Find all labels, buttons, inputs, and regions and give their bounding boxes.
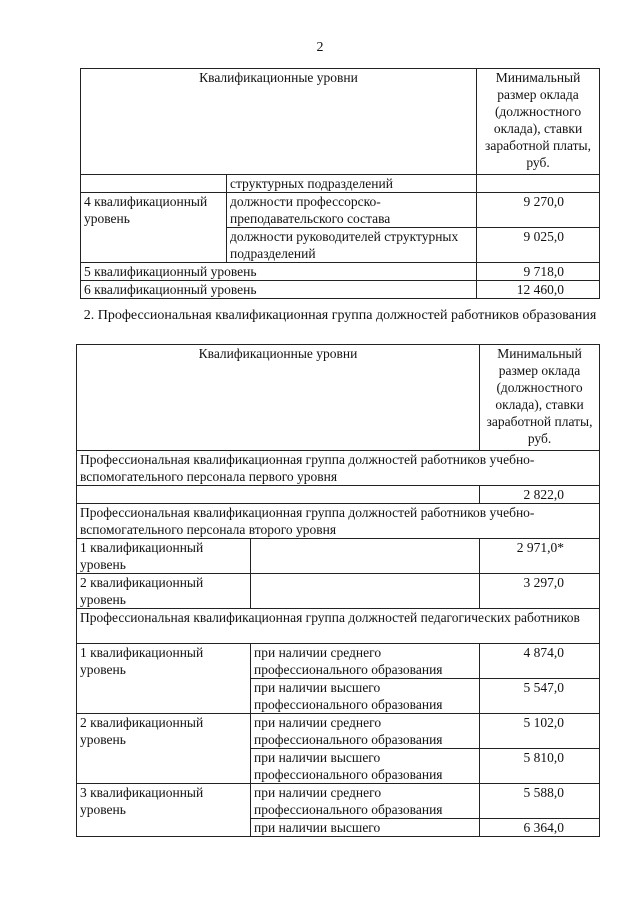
salary-value: 9 025,0 — [477, 228, 600, 263]
header-min-salary: Минимальный размер оклада (должностного оклада), ставки заработной платы, руб. — [480, 345, 600, 451]
level-label: 5 квалификационный уровень — [81, 263, 477, 281]
table-row — [77, 574, 600, 609]
salary-value: 6 364,0 — [480, 819, 600, 837]
level-label: 1 квалификационный уровень — [77, 644, 251, 714]
table-row — [77, 784, 600, 819]
header-qualification-levels: Квалификационные уровни — [81, 69, 477, 175]
table-row — [81, 193, 600, 228]
education-condition: при наличии среднего профессионального образования — [251, 784, 480, 819]
group-title-row — [77, 609, 600, 644]
education-condition: при наличии высшего профессионального образования — [251, 749, 480, 784]
position-description: должности профессорско-преподавательского состава — [227, 193, 477, 228]
table-cell — [77, 486, 480, 504]
table-row — [77, 644, 600, 679]
salary-value: 2 822,0 — [480, 486, 600, 504]
salary-value: 5 588,0 — [480, 784, 600, 819]
page-number: 2 — [316, 40, 324, 55]
level-label: 6 квалификационный уровень — [81, 281, 477, 299]
table-row — [77, 486, 600, 504]
table-row — [81, 281, 600, 299]
table-row — [77, 714, 600, 749]
salary-value: 2 971,0* — [480, 539, 600, 574]
continued-description: структурных подразделений — [227, 175, 477, 193]
salary-value: 5 547,0 — [480, 679, 600, 714]
section-title: 2. Профессиональная квалификационная группа должностей работников образования — [83, 308, 597, 323]
salary-value: 9 270,0 — [477, 193, 600, 228]
salary-value: 3 297,0 — [480, 574, 600, 609]
salary-value: 4 874,0 — [480, 644, 600, 679]
table-cell — [251, 574, 480, 609]
level-label: 1 квалификационный уровень — [77, 539, 251, 574]
header-min-salary: Минимальный размер оклада (должностного оклада), ставки заработной платы, руб. — [477, 69, 600, 175]
salary-value: 12 460,0 — [477, 281, 600, 299]
level-label: 4 квалификационный уровень — [81, 193, 227, 263]
table-header-row — [77, 345, 600, 451]
education-condition: при наличии среднего профессионального образования — [251, 714, 480, 749]
level-label: 2 квалификационный уровень — [77, 574, 251, 609]
education-condition: при наличии среднего профессионального образования — [251, 644, 480, 679]
table-row — [81, 263, 600, 281]
salary-value: 5 102,0 — [480, 714, 600, 749]
salary-value: 5 810,0 — [480, 749, 600, 784]
table-row — [77, 539, 600, 574]
education-condition: при наличии высшего — [251, 819, 480, 837]
position-description: должности руководителей структурных подразделений — [227, 228, 477, 263]
salary-table-1 — [80, 68, 600, 299]
level-label: 3 квалификационный уровень — [77, 784, 251, 837]
education-condition: при наличии высшего профессионального образования — [251, 679, 480, 714]
level-label: 2 квалификационный уровень — [77, 714, 251, 784]
salary-table-2 — [76, 344, 600, 837]
group-title-row — [77, 504, 600, 539]
header-qualification-levels: Квалификационные уровни — [77, 345, 480, 451]
table-cell — [477, 175, 600, 193]
group-title: Профессиональная квалификационная группа должностей работников учебно-вспомогательного персонала второго уровня — [77, 504, 600, 539]
group-title-row — [77, 451, 600, 486]
group-title: Профессиональная квалификационная группа должностей педагогических работников — [77, 609, 600, 644]
group-title: Профессиональная квалификационная группа должностей работников учебно-вспомогательного персонала первого уровня — [77, 451, 600, 486]
table-header-row — [81, 69, 600, 175]
table-cell — [81, 175, 227, 193]
table-row — [81, 175, 600, 193]
table-cell — [251, 539, 480, 574]
salary-value: 9 718,0 — [477, 263, 600, 281]
